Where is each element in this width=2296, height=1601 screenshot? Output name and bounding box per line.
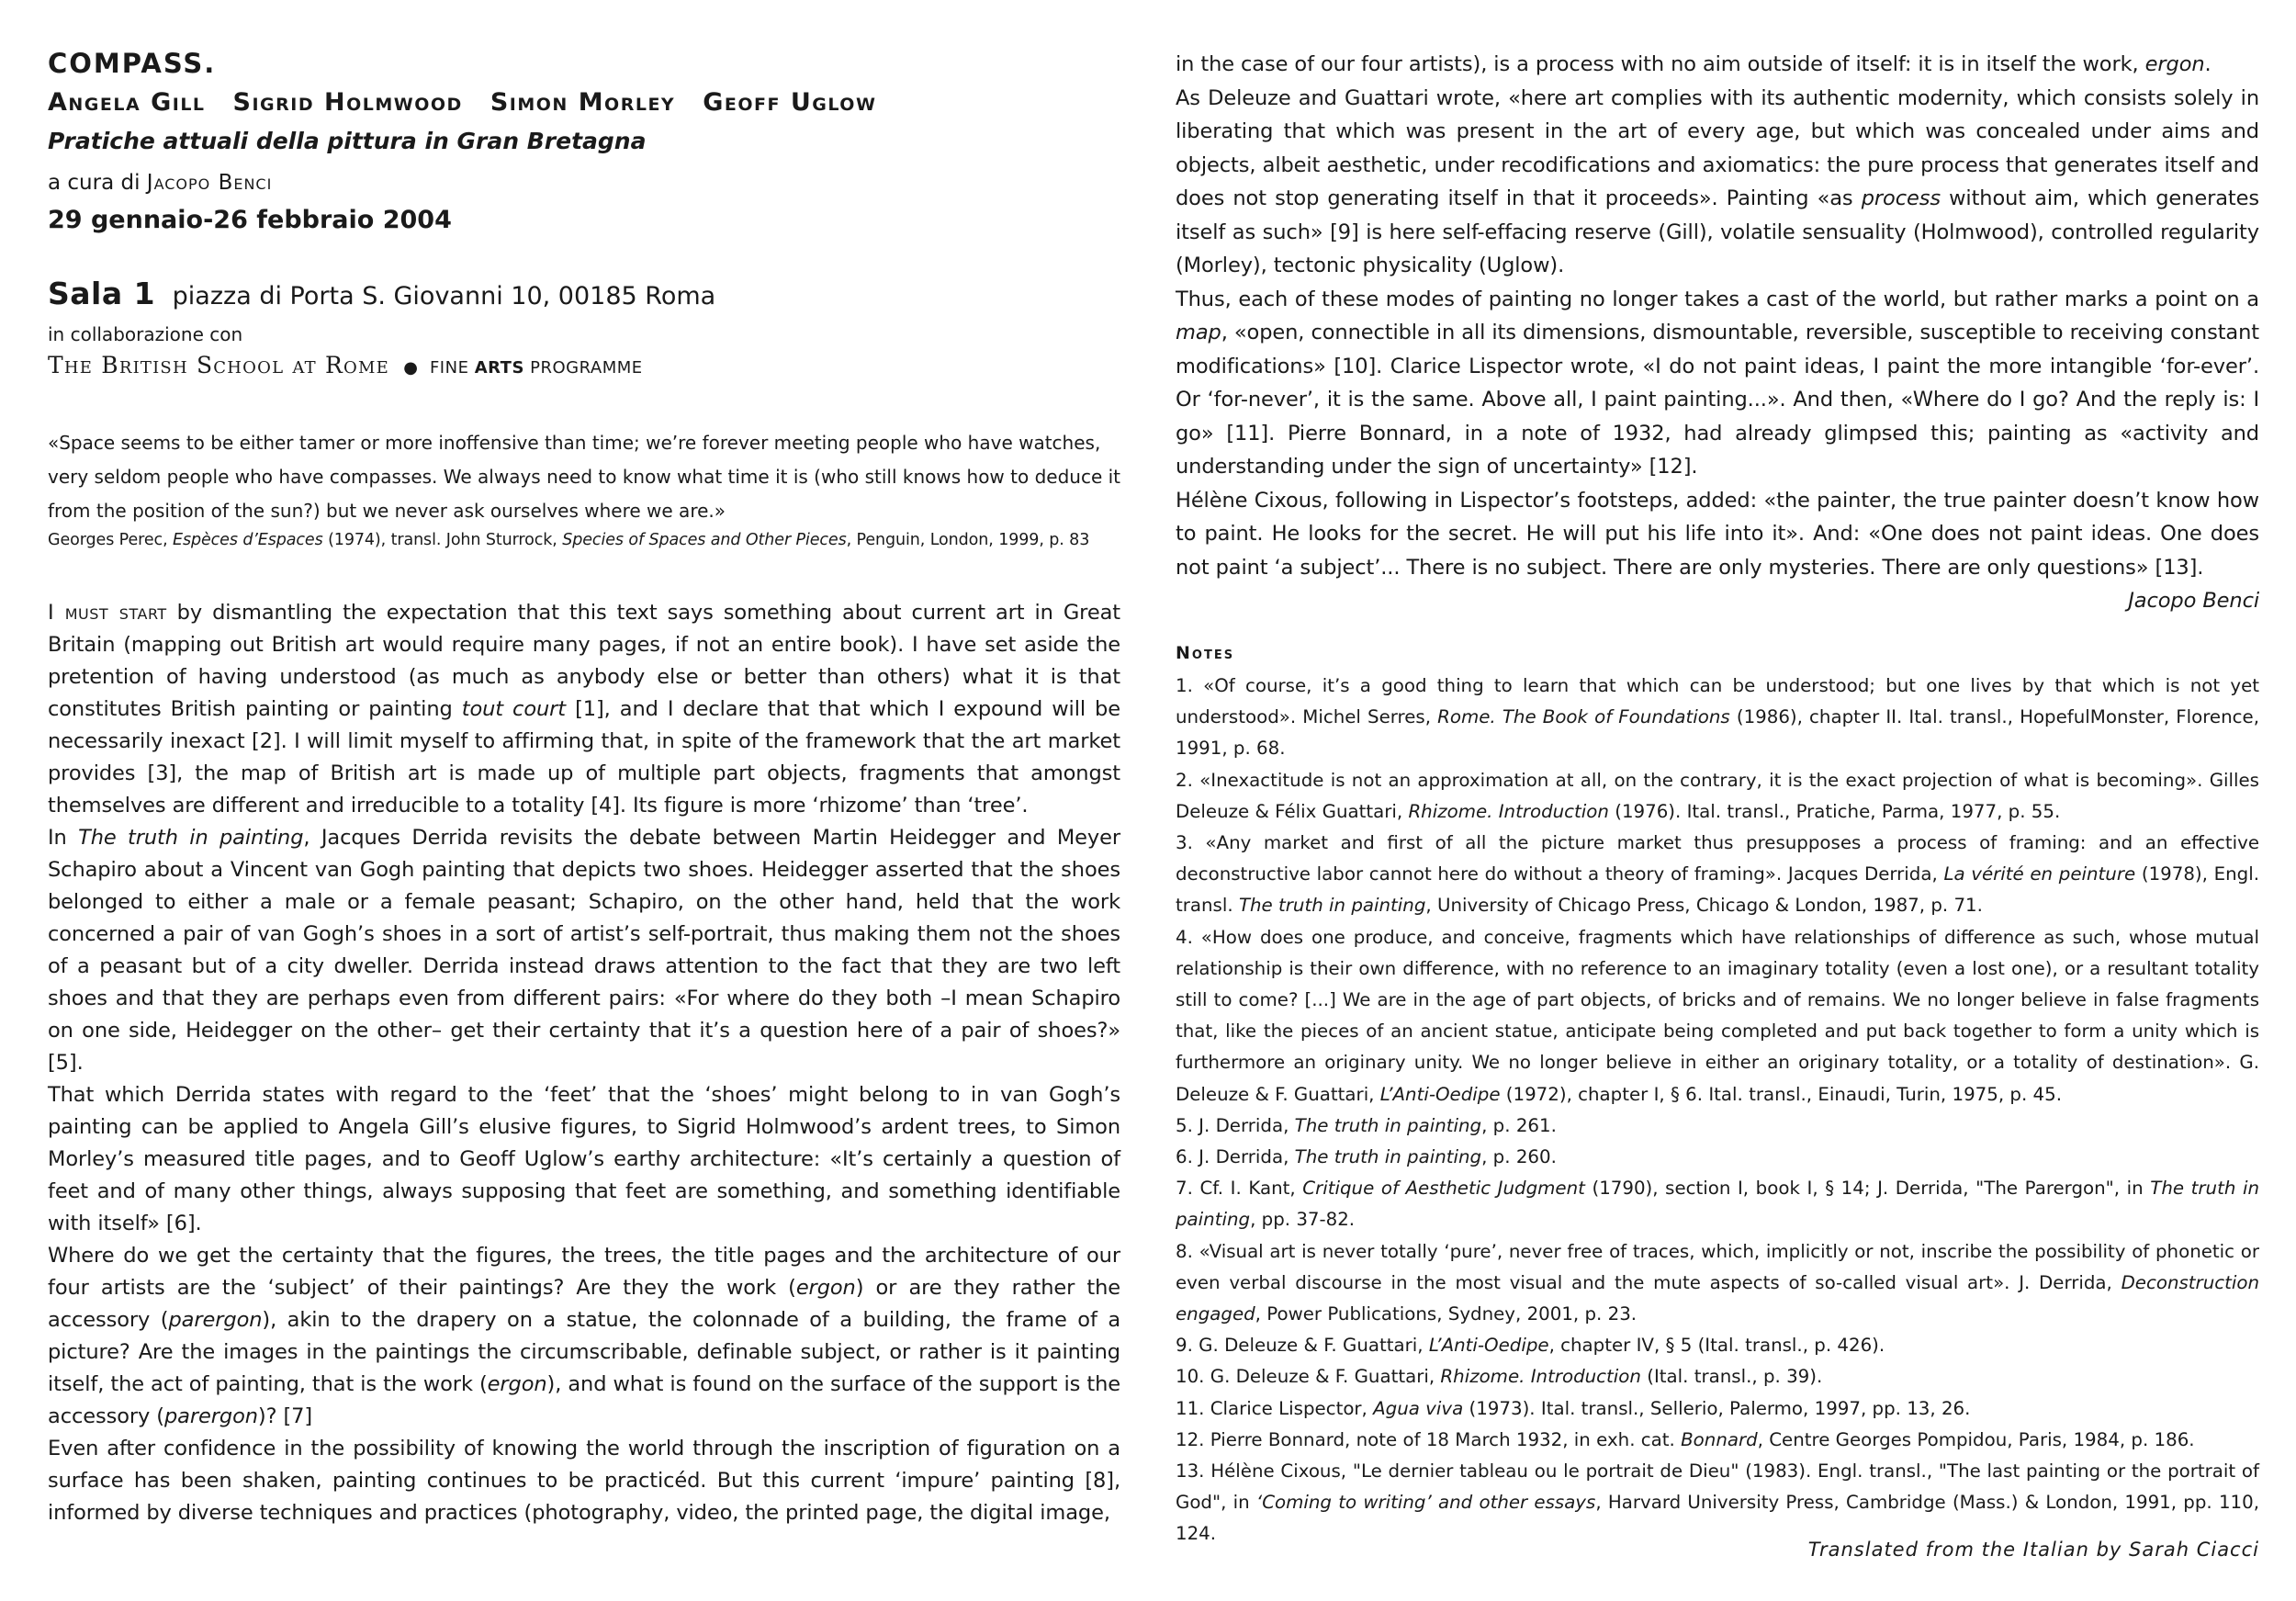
translator-credit: Translated from the Italian by Sarah Ciacci bbox=[1807, 1539, 2259, 1561]
paragraph: Even after confidence in the possibility of knowing the world through the inscription of figuration on a surface has been shaken, painting continues to be practicéd. But this current ‘impure’ painting [8], informed by diverse techniques and practices (photography, video, the printed page, the digital image, bbox=[48, 1437, 1120, 1525]
note-item: 8. «Visual art is never totally ‘pure’, never free of traces, which, implicitly or not, inscribe the possibility of phonetic or even verbal discourse in the most visual and the mute aspects of so-called visual art». J. Derrida, Deconstruction engaged, Power Publications, Sydney, 2001, p. 23. bbox=[1176, 1240, 2259, 1325]
collab-label: in collaborazione con bbox=[48, 323, 243, 345]
note-item: 1. «Of course, it’s a good thing to learn that which can be understood; but one lives by that which is not yet understood». Michel Serres, Rome. The Book of Foundations (1986), chapter II. Ital. transl., HopefulMonster, Florence, 1991, p. 68. bbox=[1176, 675, 2259, 760]
note-item: 10. G. Deleuze & F. Guattari, Rhizome. Introduction (Ital. transl., p. 39). bbox=[1176, 1366, 1823, 1388]
note-item: 12. Pierre Bonnard, note of 18 March 1932, in exh. cat. Bonnard, Centre Georges Pompidou, Paris, 1984, p. 186. bbox=[1176, 1428, 2195, 1450]
venue-line bbox=[48, 276, 715, 311]
exhibition-title: COMPASS. bbox=[48, 48, 217, 79]
essay-body-right bbox=[1176, 48, 2259, 618]
paragraph: That which Derrida states with regard to the ‘feet’ that the ‘shoes’ might belong to in van Gogh’s painting can be applied to Angela Gill’s elusive figures, to Sigrid Holmwood’s ardent trees, to Simon Morley’s measured title pages, and to Geoff Uglow’s earthy architecture: «It’s certainly a question of feet and of many other things, always supposing that feet are something, and something identifiable with itself» [6]. bbox=[48, 1083, 1120, 1235]
paragraph: in the case of our four artists), is a process with no aim outside of itself: it is in itself the work, ergon. bbox=[1176, 52, 2212, 76]
note-item: 4. «How does one produce, and conceive, fragments which have relationships of difference as such, whose mutual relationship is their own difference, with no reference to an imaginary totality (even a lost one), or a resultant totality still to come? [...] We are in the age of part objects, of bricks and of remains. We no longer believe in false fragments that, like the pieces of an ancient statue, anticipate being completed and put back together to form a unity which is furthermore an originary unity. We no longer believe in either an originary totality, or a totality of destination». G. Deleuze & F. Guattari, L’Anti-Oedipe (1972), chapter I, § 6. Ital. transl., Einaudi, Turin, 1975, p. 45. bbox=[1176, 926, 2259, 1105]
venue-address: piazza di Porta S. Giovanni 10, 00185 Roma bbox=[172, 282, 716, 310]
note-item: 11. Clarice Lispector, Agua viva (1973). Ital. transl., Sellerio, Palermo, 1997, pp. 13, 26. bbox=[1176, 1397, 1971, 1419]
paragraph: I must start by dismantling the expectation that this text says something about current art in Great Britain (mapping out British art would require many pages, if not an entire book). I have set aside the pretention of having understood (as much as anybody else or better than others) what it is that constitutes British painting or painting tout court [1], and I declare that that which I expound will be necessarily inexact [2]. I will limit myself to affirming that, in spite of the framework that the art market provides [3], the map of British art is made up of multiple part objects, fragments that amongst themselves are different and irreducible to a totality [4]. Its figure is more ‘rhizome’ than ‘tree’. bbox=[48, 601, 1120, 817]
artist-name: Geoff Uglow bbox=[703, 88, 877, 117]
curator-name: Jacopo Benci bbox=[146, 171, 273, 195]
paragraph: In The truth in painting, Jacques Derrida revisits the debate between Martin Heidegger and Meyer Schapiro about a Vincent van Gogh painting that depicts two shoes. Heidegger asserted that the shoes belonged to either a male or a female peasant; Schapiro, on the other hand, held that the work concerned a pair of van Gogh’s shoes in a sort of artist’s self-portrait, thus making them not the shoes of a peasant but of a city dweller. Derrida instead draws attention to the fact that they are two left shoes and that they are perhaps even from different pairs: «For where do they both –I mean Schapiro on one side, Heidegger on the other– get their certainty that it’s a question here of a pair of shoes?» [5]. bbox=[48, 826, 1121, 1075]
exhibition-subtitle: Pratiche attuali della pittura in Gran Bretagna bbox=[48, 128, 647, 154]
institution-name: The British School at Rome bbox=[48, 352, 389, 378]
essay-body-left bbox=[48, 597, 1120, 1529]
note-item: 9. G. Deleuze & F. Guattari, L’Anti-Oedipe, chapter IV, § 5 (Ital. transl., p. 426). bbox=[1176, 1335, 1885, 1357]
epigraph-quote: «Space seems to be either tamer or more inoffensive than time; we’re forever meeting people who have watches, very seldom people who have compasses. We always need to know what time it is (who still knows how to deduce it from the position of the sun?) but we never ask ourselves where we are.» bbox=[48, 432, 1121, 522]
artist-name: Sigrid Holmwood bbox=[232, 88, 463, 117]
note-item: 6. J. Derrida, The truth in painting, p. 260. bbox=[1176, 1146, 1557, 1168]
institution-line bbox=[48, 352, 643, 378]
curator-prefix: a cura di bbox=[48, 171, 141, 195]
paragraph: Hélène Cixous, following in Lispector’s footsteps, added: «the painter, the true painter doesn’t know how to paint. He looks for the secret. He will put his life into it». And: «One does not paint ideas. One does not paint ‘a subject’... There is no subject. There are only mysteries. There are only questions» [13]. bbox=[1176, 488, 2259, 580]
note-item: 13. Hélène Cixous, "Le dernier tableau ou le portrait de Dieu" (1983). Engl. transl., "The last painting or the portrait of God", in ‘Coming to writing’ and other essays, Harvard University Press, Cambridge (Mass.) & London, 1991, pp. 110, 124. bbox=[1176, 1460, 2259, 1545]
programme-label: ● FINE ARTS PROGRAMME bbox=[398, 358, 643, 378]
note-item: 7. Cf. I. Kant, Critique of Aesthetic Judgment (1790), section I, book I, § 14; J. Derrida, "The Parergon", in The truth in painting, pp. 37-82. bbox=[1176, 1178, 2259, 1231]
artist-list bbox=[48, 88, 876, 117]
artist-name: Angela Gill bbox=[48, 88, 206, 117]
programme-arts: ARTS bbox=[474, 358, 524, 378]
artist-name: Simon Morley bbox=[490, 88, 676, 117]
programme-suffix: PROGRAMME bbox=[530, 358, 643, 378]
exhibition-dates: 29 gennaio-26 febbraio 2004 bbox=[48, 206, 452, 234]
paragraph: Thus, each of these modes of painting no longer takes a cast of the world, but rather marks a point on a map, «open, connectible in all its dimensions, dismountable, reversible, susceptible to receiving constant modifications» [10]. Clarice Lispector wrote, «I do not paint ideas, I paint the more intangible ‘for-ever’. Or ‘for-never’, it is the same. Above all, I paint painting...». And then, «Where do I go? And the reply is: I go» [11]. Pierre Bonnard, in a note of 1932, had already glimpsed this; painting as «activity and understanding under the sign of uncertainty» [12]. bbox=[1176, 287, 2259, 479]
note-item: 5. J. Derrida, The truth in painting, p. 261. bbox=[1176, 1114, 1557, 1136]
programme-prefix: FINE bbox=[429, 358, 469, 378]
epigraph-source: Georges Perec, Espèces d’Espaces (1974), transl. John Sturrock, Species of Spaces and Other Pieces, Penguin, London, 1999, p. 83 bbox=[48, 531, 1090, 549]
note-item: 3. «Any market and first of all the picture market thus presupposes a process of framing: and an effective deconstructive labor cannot here do without a theory of framing». Jacques Derrida, La vérité en peinture (1978), Engl. transl. The truth in painting, University of Chicago Press, Chicago & London, 1987, p. 71. bbox=[1176, 832, 2259, 917]
notes-list bbox=[1176, 671, 2259, 1550]
paragraph: Where do we get the certainty that the figures, the trees, the title pages and the architecture of our four artists are the ‘subject’ of their paintings? Are they the work (ergon) or are they rather the accessory (parergon), akin to the drapery on a statue, the colonnade of a building, the frame of a picture? Are the images in the paintings the circumscribable, definable subject, or rather is it painting itself, the act of painting, that is the work (ergon), and what is found on the surface of the support is the accessory (parergon)? [7] bbox=[48, 1244, 1121, 1428]
author-signature: Jacopo Benci bbox=[2128, 589, 2259, 613]
paragraph: As Deleuze and Guattari wrote, «here art complies with its authentic modernity, which consists solely in liberating that which was present in the art of every age, but which was concealed under aims and objects, albeit aesthetic, under recodifications and axiomatics: the pure process that generates itself and does not stop generating itself in that it proceeds». Painting «as process without aim, which generates itself as such» [9] is here self-effacing reserve (Gill), volatile sensuality (Holmwood), controlled regularity (Morley), tectonic physicality (Uglow). bbox=[1176, 85, 2259, 277]
note-item: 2. «Inexactitude is not an approximation at all, on the contrary, it is the exact projection of what is becoming». Gilles Deleuze & Félix Guattari, Rhizome. Introduction (1976). Ital. transl., Pratiche, Parma, 1977, p. 55. bbox=[1176, 769, 2259, 822]
sala-label: Sala 1 bbox=[48, 276, 156, 311]
notes-heading: Notes bbox=[1176, 643, 1235, 663]
curator-line bbox=[48, 171, 272, 195]
